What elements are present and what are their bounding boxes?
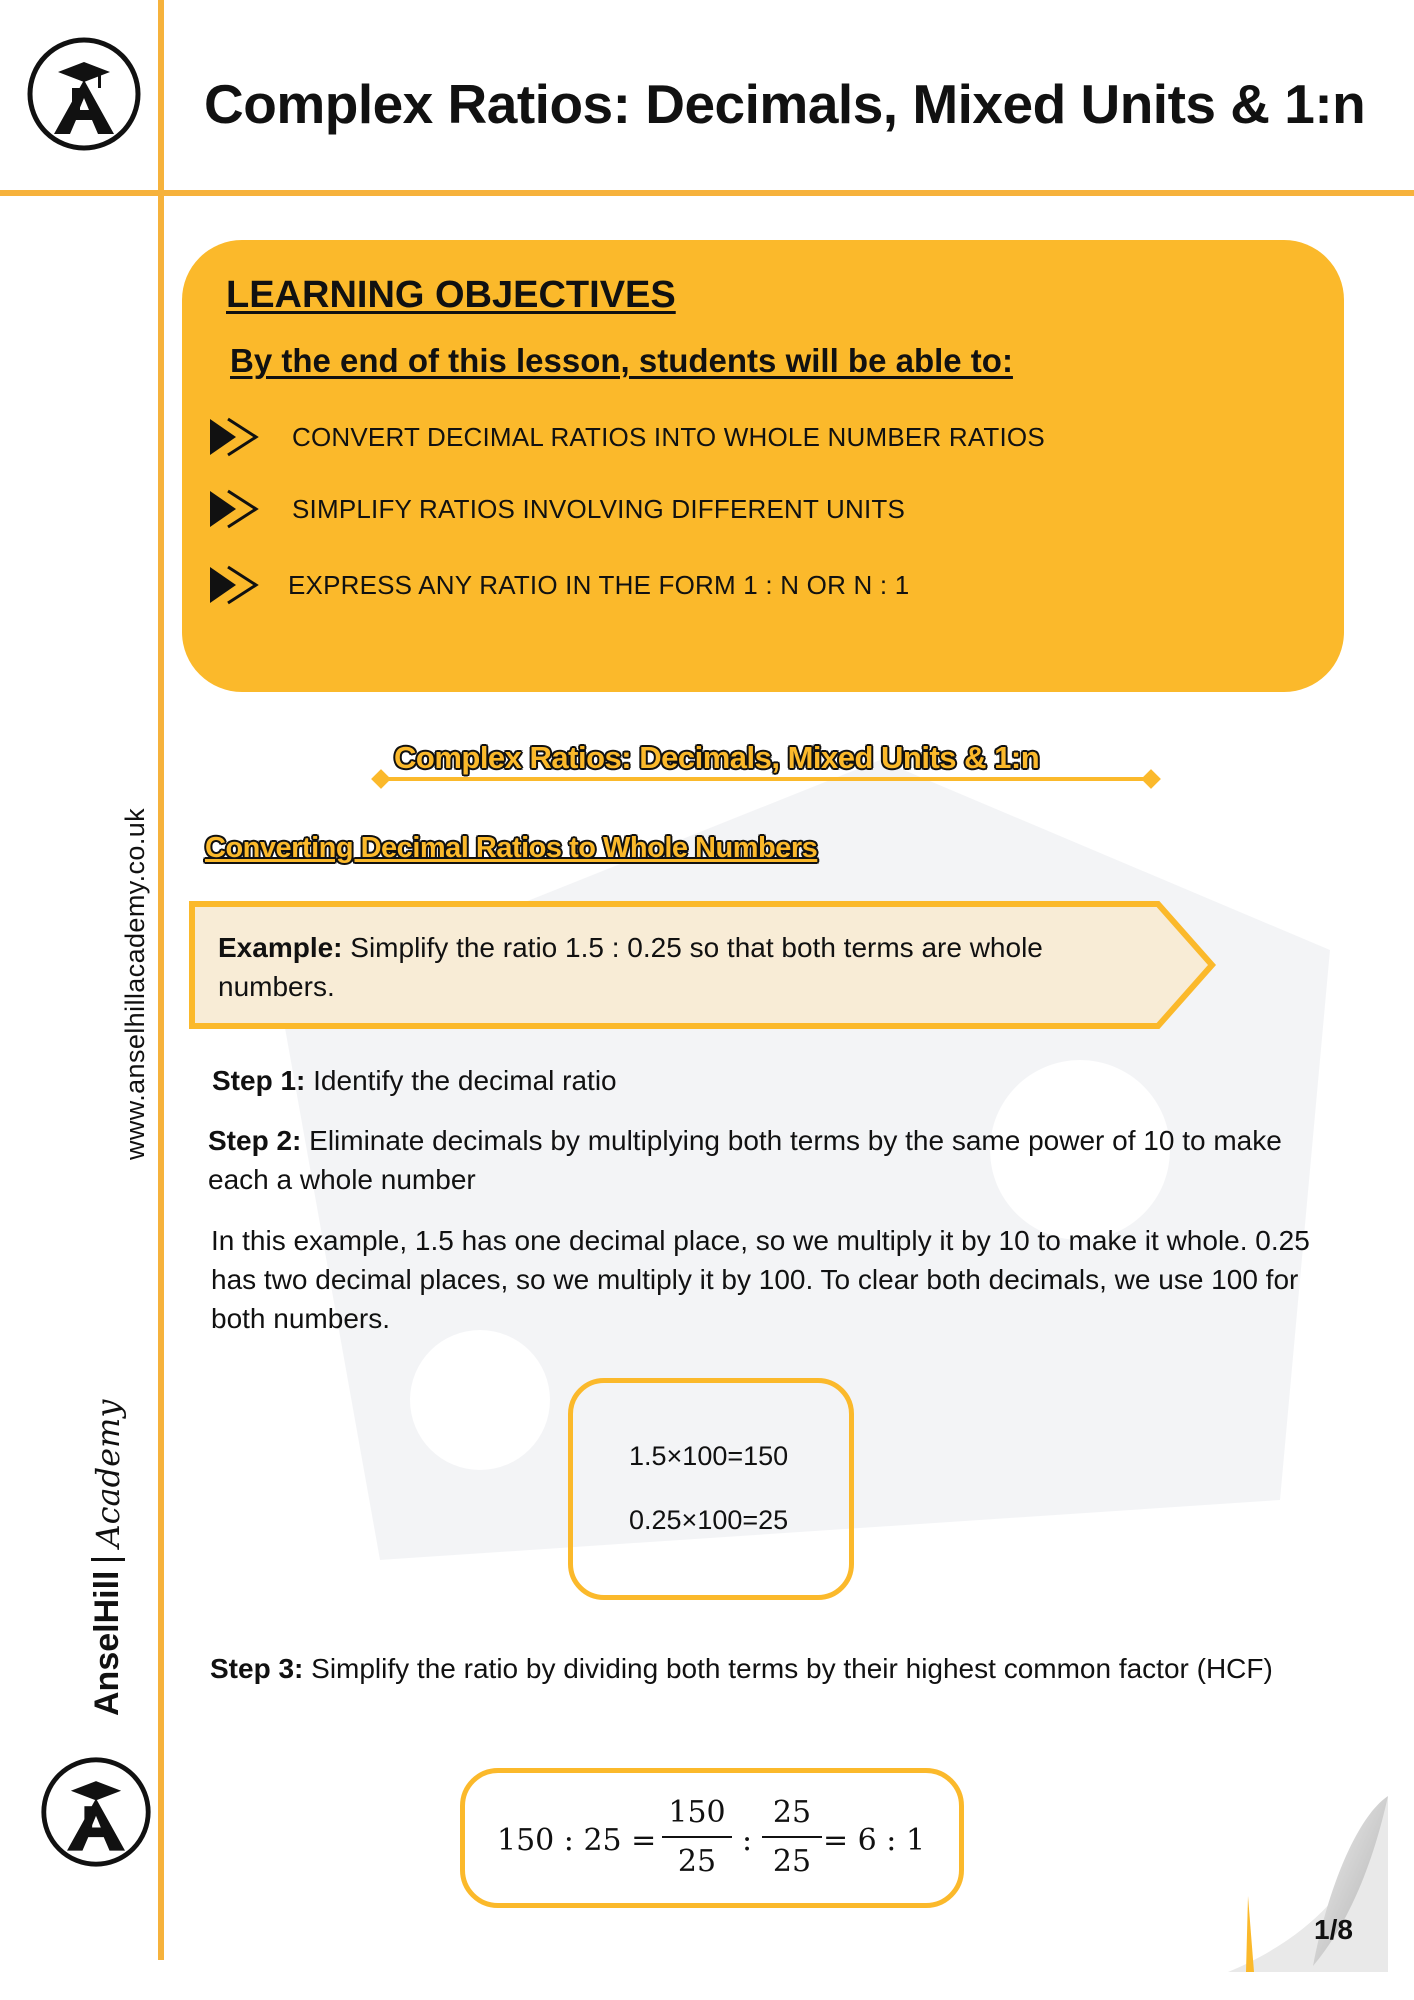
objective-item bbox=[208, 484, 905, 534]
objectives-heading: LEARNING OBJECTIVES bbox=[226, 274, 676, 316]
calculation-line: 0.25×100=25 bbox=[629, 1505, 789, 1535]
page-number: 1/8 bbox=[1314, 1914, 1353, 1945]
example-body: Simplify the ratio 1.5 : 0.25 so that both terms are whole numbers. bbox=[218, 932, 1043, 1002]
page-title: Complex Ratios: Decimals, Mixed Units & 1:n bbox=[204, 73, 1366, 135]
vertical-guide-line bbox=[158, 0, 164, 1960]
objective-text: SIMPLIFY RATIOS INVOLVING DIFFERENT UNITS bbox=[292, 493, 906, 524]
academy-logo-icon bbox=[24, 34, 144, 154]
step-3-label: Step 3: bbox=[210, 1653, 304, 1684]
subsection-title: Converting Decimal Ratios to Whole Numbers bbox=[205, 832, 818, 864]
fraction-1 bbox=[662, 1795, 732, 1879]
step-3-text: Simplify the ratio by dividing both terms by their highest common factor (HCF) bbox=[311, 1653, 1273, 1684]
simplification-box bbox=[460, 1768, 964, 1908]
objective-item bbox=[208, 412, 1045, 462]
section-title-underline bbox=[380, 777, 1150, 781]
website-url: www.anselhillacademy.co.uk bbox=[120, 807, 150, 1160]
fraction-1-numerator: 150 bbox=[662, 1795, 732, 1838]
step-2-text: Eliminate decimals by multiplying both terms by the same power of 10 to make each a whole number bbox=[208, 1125, 1282, 1195]
step-1-label: Step 1: bbox=[212, 1065, 306, 1096]
explanation-paragraph: In this example, 1.5 has one decimal place, so we multiply it by 10 to make it whole. 0.25 has two decimal places, so we multiply it by 100. To clear both decimals, we use 100 for both numbers. bbox=[211, 1225, 1310, 1334]
brand-bold: AnselHill bbox=[88, 1570, 126, 1716]
example-label: Example: bbox=[218, 932, 343, 963]
step-2 bbox=[208, 1121, 1348, 1199]
fraction-2-denominator: 25 bbox=[772, 1844, 812, 1879]
header-divider bbox=[0, 190, 1414, 196]
learning-objectives-box bbox=[182, 240, 1344, 692]
step-1-text: Identify the decimal ratio bbox=[313, 1065, 617, 1096]
ratio-result: = 6 : 1 bbox=[823, 1823, 926, 1858]
brand-separator bbox=[91, 1558, 125, 1561]
step-3 bbox=[210, 1649, 1360, 1688]
objective-text: CONVERT DECIMAL RATIOS INTO WHOLE NUMBER RATIOS bbox=[292, 421, 1045, 452]
ratio-lhs: 150 : 25 = bbox=[497, 1823, 657, 1858]
fraction-2 bbox=[762, 1795, 822, 1879]
objectives-subheading: By the end of this lesson, students will be able to: bbox=[230, 342, 1013, 379]
calculation-line: 1.5×100=150 bbox=[629, 1441, 789, 1471]
double-arrow-icon bbox=[208, 563, 266, 607]
example-text bbox=[218, 928, 1098, 1006]
fraction-1-denominator: 25 bbox=[677, 1844, 717, 1879]
brand-script: Academy bbox=[88, 1399, 127, 1548]
academy-logo-icon bbox=[38, 1754, 154, 1870]
brand-wordmark bbox=[88, 1400, 127, 1716]
calculation-box bbox=[568, 1378, 854, 1600]
section-title: Complex Ratios: Decimals, Mixed Units & 1:n bbox=[394, 740, 1040, 775]
step-2-label: Step 2: bbox=[208, 1125, 302, 1156]
objective-text: EXPRESS ANY RATIO IN THE FORM 1 : N OR N : 1 bbox=[288, 569, 910, 600]
fraction-2-numerator: 25 bbox=[762, 1795, 822, 1838]
step-1 bbox=[212, 1061, 1352, 1100]
page-curl-icon bbox=[1218, 1776, 1388, 1976]
double-arrow-icon bbox=[208, 415, 266, 459]
objective-item bbox=[208, 560, 909, 610]
ratio-colon: : bbox=[742, 1823, 753, 1858]
double-arrow-icon bbox=[208, 487, 266, 531]
